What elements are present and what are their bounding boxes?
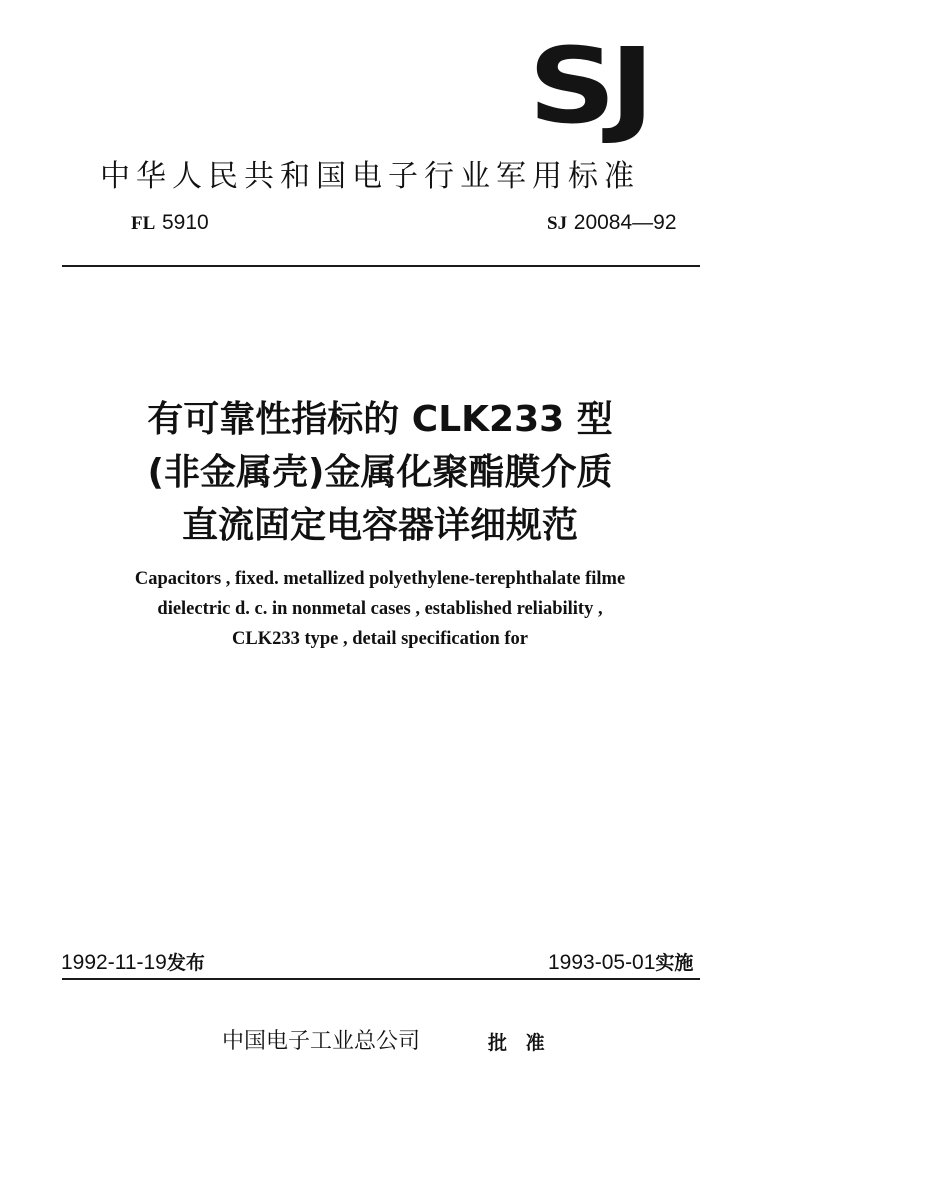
issue-date <box>61 947 205 978</box>
approving-authority: 中国电子工业总公司 <box>222 1029 421 1054</box>
approval-label: 批 准 <box>488 1032 551 1054</box>
title-en-line: Capacitors , fixed. metallized polyethylene-terephthalate filme <box>134 569 626 589</box>
title-zh-line: 有可靠性指标的 CLK233 型 <box>147 399 613 440</box>
classification-number: 5910 <box>161 211 209 234</box>
effective-date <box>548 947 693 978</box>
title-en-line: dielectric d. c. in nonmetal cases , established reliability , <box>157 599 603 619</box>
issue-date-value: 1992-11-19 <box>61 951 167 974</box>
standard-code <box>547 208 677 238</box>
classification-code <box>131 208 209 238</box>
title-zh-line: (非金属壳)金属化聚酯膜介质 <box>147 452 613 493</box>
title-zh-line: 直流固定电容器详细规范 <box>181 505 578 546</box>
standard-name: 中华人民共和国电子行业军用标准 <box>100 159 640 194</box>
issue-label: 发布 <box>166 952 205 974</box>
effective-date-value: 1993-05-01 <box>548 951 656 974</box>
standard-code-number: 20084—92 <box>573 211 677 234</box>
sj-logo: SJ <box>528 25 648 147</box>
standard-code-prefix: SJ <box>547 213 568 234</box>
footer-divider <box>62 978 700 980</box>
classification-prefix: FL <box>131 213 156 234</box>
title-en-line: CLK233 type , detail specification for <box>232 629 528 649</box>
effective-label: 实施 <box>655 952 694 974</box>
header-divider <box>62 265 700 267</box>
